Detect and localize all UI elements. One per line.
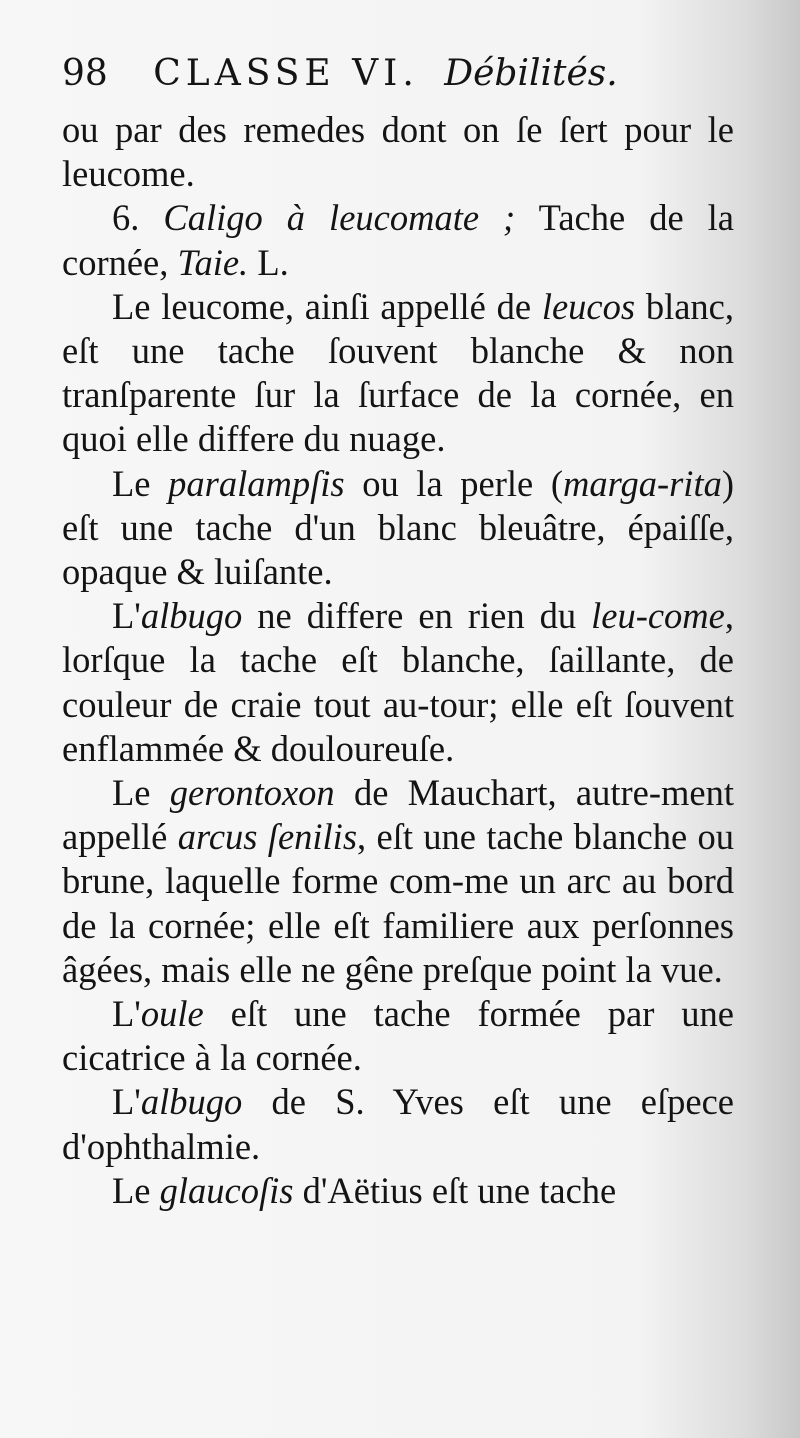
paragraph <box>62 108 734 196</box>
text-run: , eſt une tache blanche ou brune, laquelle forme com-me un arc au bord de la cornée; elle eſt familiere aux perſonnes âgées, mais elle ne gêne preſque point la vue. <box>62 816 734 990</box>
paragraph <box>62 462 734 595</box>
paragraph <box>62 285 734 462</box>
text-run: ou la perle ( <box>344 462 563 504</box>
italic-term: albugo <box>140 595 243 637</box>
italic-term: leu-come <box>591 595 725 637</box>
running-header <box>62 48 618 100</box>
text-run: , lorſque la tache eſt blanche, ſaillante, de couleur de craie tout au-tour; elle eſt ſouvent enflammée & douloureuſe. <box>62 595 734 769</box>
text-run: L' <box>112 993 141 1035</box>
italic-term: arcus ſenilis <box>177 816 358 858</box>
text-run: d'Aëtius eſt une tache <box>293 1169 617 1211</box>
section-title: Débilités. <box>444 53 618 94</box>
text-run: ) eſt une tache d'un blanc bleuâtre, épaiſſe, opaque & luiſante. <box>62 462 734 593</box>
body-text <box>62 108 734 1213</box>
paragraph <box>62 594 734 771</box>
text-run: L' <box>112 1081 141 1123</box>
text-run: Tache de la cornée, <box>62 197 734 283</box>
text-run: de S. Yves eſt une eſpece d'ophthalmie. <box>62 1081 734 1167</box>
text-run: Le <box>112 1169 160 1211</box>
text-run: L' <box>112 595 141 637</box>
page-number: 98 <box>62 53 108 94</box>
italic-term: paralampſis <box>168 462 345 504</box>
italic-term: leucos <box>541 285 636 327</box>
text-run: Le <box>112 772 170 814</box>
text-run: 6. <box>112 197 164 239</box>
paragraph <box>62 771 734 992</box>
text-run: eſt une tache formée par une cicatrice à la cornée. <box>62 993 734 1079</box>
italic-term: oule <box>140 993 204 1035</box>
text-run: ou par des remedes dont on ſe ſert pour le leucome. <box>62 109 734 195</box>
text-run: L. <box>248 241 289 283</box>
paragraph <box>62 1169 734 1213</box>
paragraph <box>62 1080 734 1168</box>
italic-term: glaucoſis <box>159 1169 294 1211</box>
paragraph <box>62 992 734 1080</box>
paragraph <box>62 196 734 284</box>
class-label: CLASSE VI. <box>153 53 419 94</box>
italic-term: marga-rita <box>562 462 722 504</box>
text-run: blanc, eſt une tache ſouvent blanche & non tranſparente ſur la ſurface de la cornée, en quoi elle differe du nuage. <box>62 285 734 460</box>
text-run: Le leucome, ainſi appellé de <box>112 285 542 327</box>
italic-term: gerontoxon <box>169 772 335 814</box>
text-run: de Mauchart, autre-ment appellé <box>62 772 734 858</box>
text-run: Le <box>112 462 169 504</box>
italic-term: Caligo à leucomate ; <box>163 197 516 239</box>
italic-term: albugo <box>140 1081 243 1123</box>
italic-term: Taie. <box>177 241 249 283</box>
text-run: ne differe en rien du <box>242 595 592 637</box>
